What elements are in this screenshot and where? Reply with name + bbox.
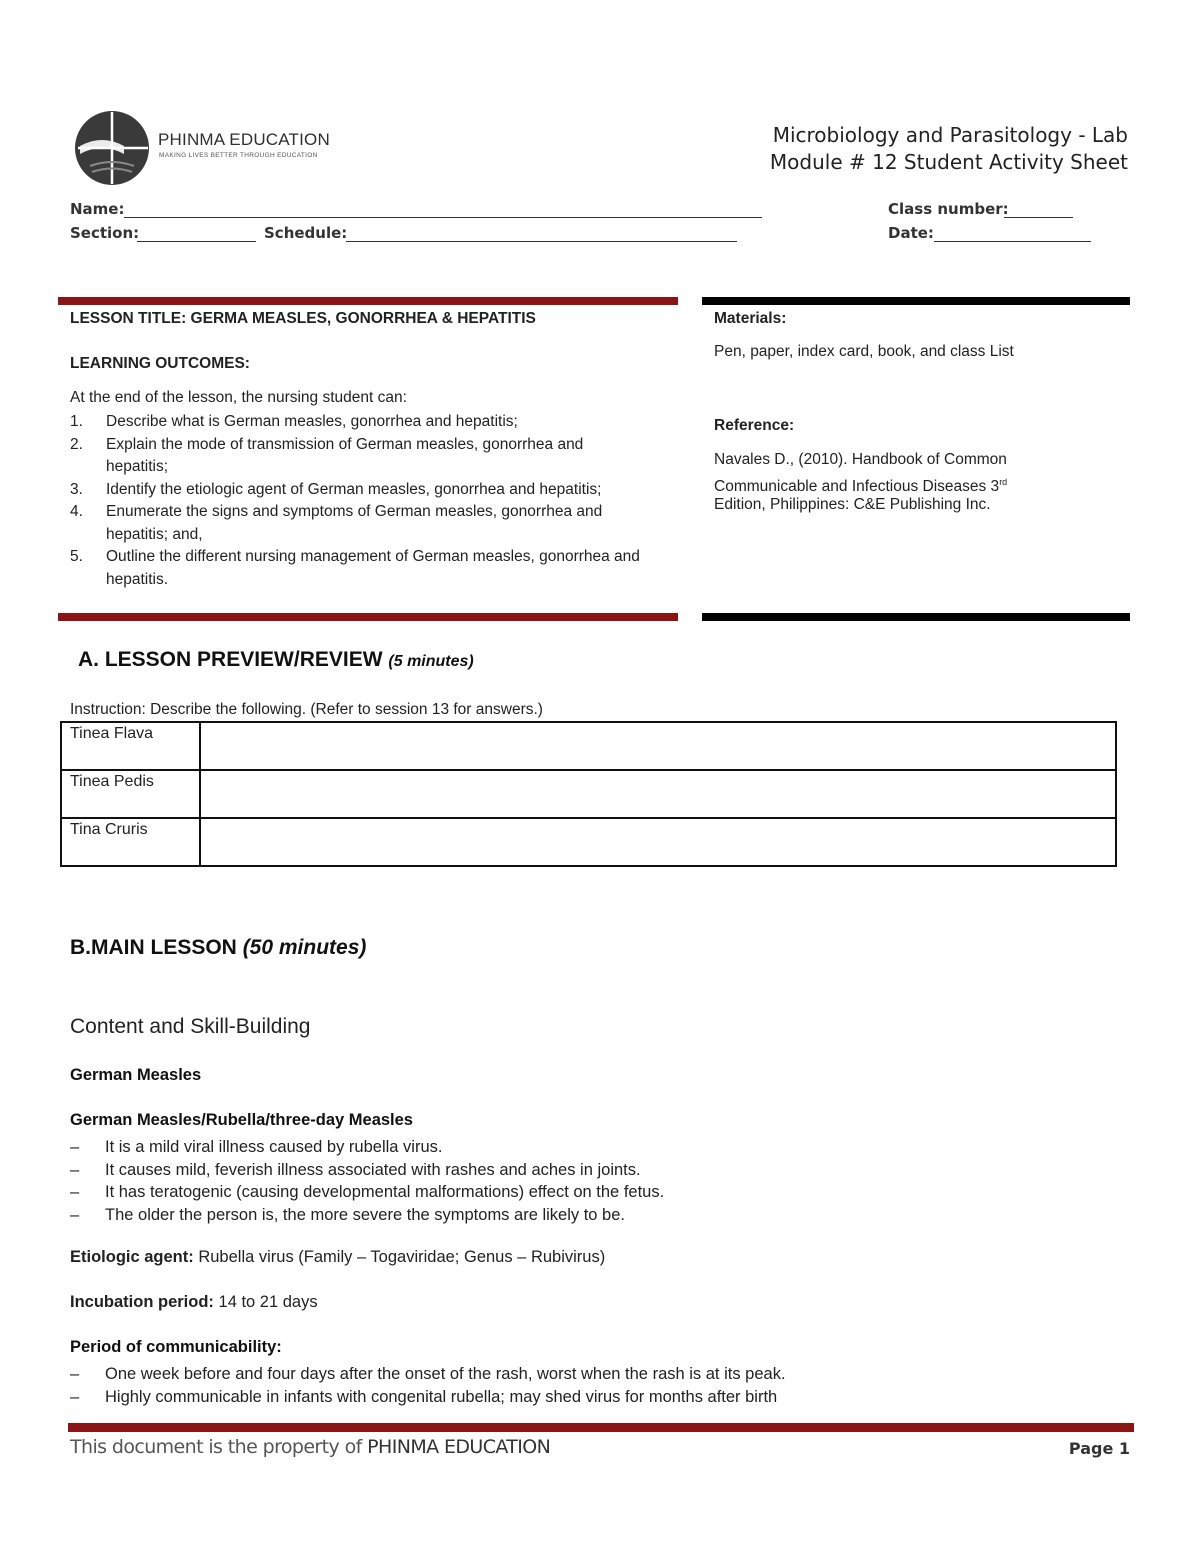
content-title: Content and Skill-Building [70,1015,311,1038]
list-item: 5. Outline the different nursing management of German measles, gonorrhea and hepatitis. [70,548,640,588]
module-title: Module # 12 Student Activity Sheet [769,150,1128,174]
etiologic-agent: Etiologic agent: Rubella virus (Family – Togaviridae; Genus – Rubivirus) [70,1248,606,1266]
list-item: 2. Explain the mode of transmission of German measles, gonorrhea and hepatitis; [70,435,584,475]
outcomes-intro: At the end of the lesson, the nursing student can: [70,389,407,406]
communicability-bullets [70,1363,786,1408]
materials-heading: Materials: [714,310,787,327]
list-item: – It is a mild viral illness caused by rubella virus. [70,1138,443,1156]
course-title: Microbiology and Parasitology - Lab [772,123,1128,147]
table-cell-label: Tinea Pedis [61,770,200,818]
date-field[interactable] [934,241,1091,242]
page-number: Page 1 [1068,1439,1130,1458]
table-row [61,818,1116,866]
lesson-top-rule [58,297,678,305]
date-label: Date: [888,224,934,242]
table-cell-label: Tinea Flava [61,722,200,770]
logo-name: PHINMA EDUCATION [158,130,330,149]
list-item: – Highly communicable in infants with congenital rubella; may shed virus for months after birth [70,1387,778,1406]
section-field[interactable] [137,241,256,242]
section-a-instruction: Instruction: Describe the following. (Refer to session 13 for answers.) [70,701,543,718]
footer-property-text: This document is the property of PHINMA EDUCATION [70,1436,551,1458]
answer-cell[interactable] [200,818,1116,866]
answer-cell[interactable] [200,722,1116,770]
section-a-heading: A. LESSON PREVIEW/REVIEW (5 minutes) [78,648,474,671]
rubella-bullets [70,1136,664,1226]
reference-heading: Reference: [714,417,795,434]
list-item: 4. Enumerate the signs and symptoms of German measles, gonorrhea and hepatitis; and, [70,503,603,543]
list-item: 3. Identify the etiologic agent of German measles, gonorrhea and hepatitis; [70,480,602,498]
list-item: 1. Describe what is German measles, gonorrhea and hepatitis; [70,413,518,430]
schedule-field[interactable] [346,241,737,242]
communicability-heading: Period of communicability: [70,1338,282,1356]
name-label: Name: [70,200,125,218]
lesson-bottom-rule [58,613,678,621]
table-row [61,722,1116,770]
section-b-heading: B.MAIN LESSON (50 minutes) [70,936,367,959]
learning-outcomes-heading: LEARNING OUTCOMES: [70,355,250,372]
list-item: – It causes mild, feverish illness associated with rashes and aches in joints. [70,1160,641,1179]
table-cell-label: Tina Cruris [61,818,200,866]
logo-tagline: MAKING LIVES BETTER THROUGH EDUCATION [159,152,318,159]
subtopic-heading: German Measles/Rubella/three-day Measles [70,1111,413,1129]
footer-rule [68,1423,1134,1432]
class-number-label: Class number: [888,200,1009,218]
topic-heading: German Measles [70,1066,202,1084]
answer-cell[interactable] [200,770,1116,818]
list-item: – It has teratogenic (causing developmental malformations) effect on the fetus. [70,1183,665,1201]
reference-line-1: Navales D., (2010). Handbook of Common [714,451,1007,468]
list-item: – The older the person is, the more severe the symptoms are likely to be. [70,1205,625,1224]
materials-bottom-rule [702,613,1130,621]
section-label: Section: [70,224,140,242]
class-number-field[interactable] [1004,217,1073,218]
table-row [61,770,1116,818]
schedule-label: Schedule: [264,224,348,242]
learning-outcomes-list [70,411,670,591]
materials-text: Pen, paper, index card, book, and class List [714,343,1014,360]
review-table [60,721,1117,867]
reference-line-3: Edition, Philippines: C&E Publishing Inc. [714,496,991,513]
list-item: – One week before and four days after the onset of the rash, worst when the rash is at its peak. [70,1365,786,1383]
incubation-period: Incubation period: 14 to 21 days [70,1293,318,1311]
reference-line-2: Communicable and Infectious Diseases 3rd [714,477,1008,496]
name-field[interactable] [124,217,762,218]
lesson-title: LESSON TITLE: GERMA MEASLES, GONORRHEA & HEPATITIS [70,310,536,327]
materials-top-rule [702,297,1130,305]
